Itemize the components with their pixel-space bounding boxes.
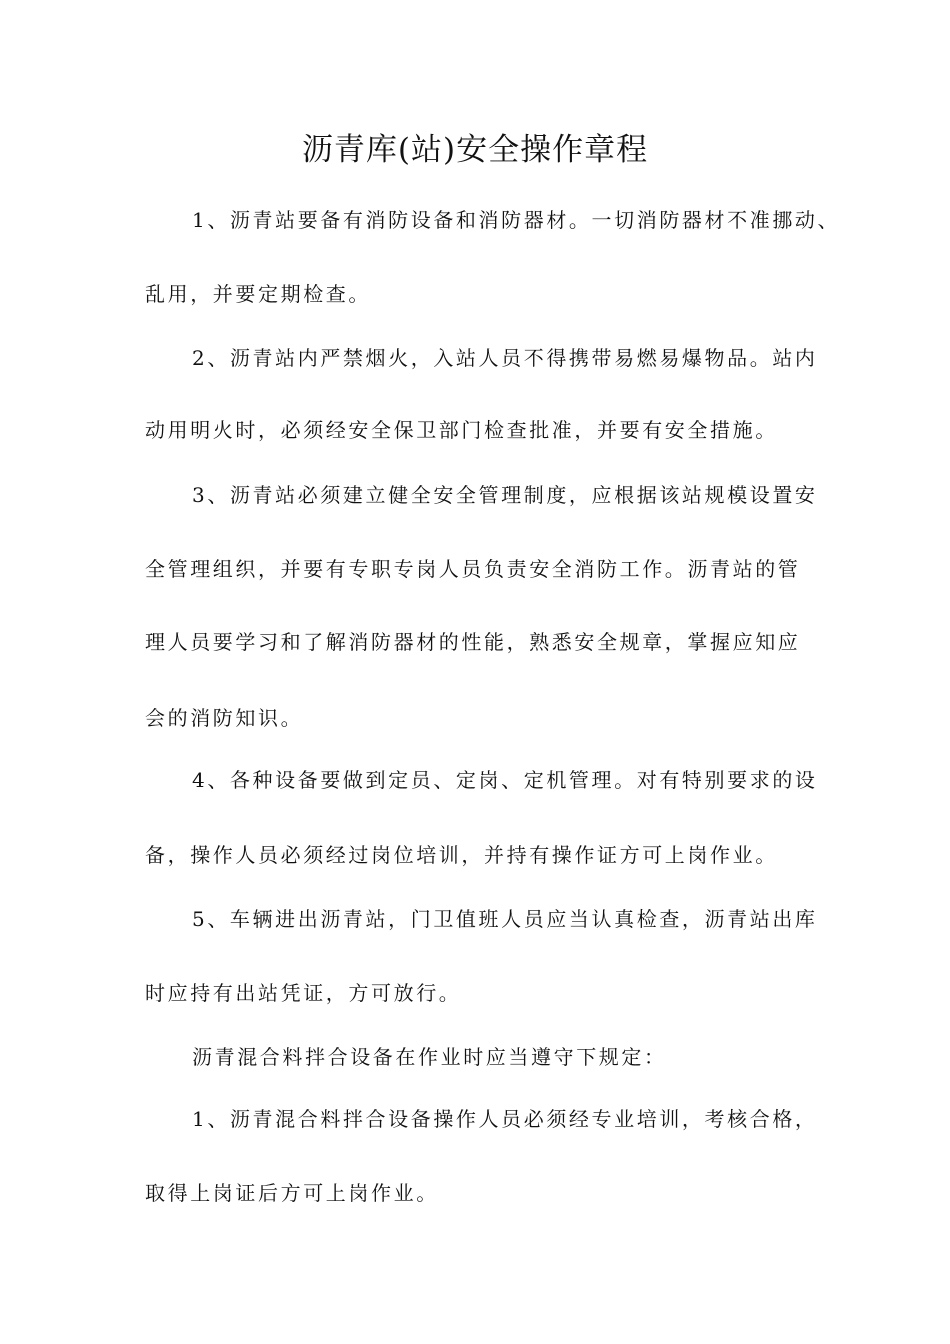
document-title: 沥青库(站)安全操作章程	[301, 132, 649, 168]
paragraph-2-line-1: 2、沥青站内严禁烟火，入站人员不得携带易燃易爆物品。站内	[192, 346, 818, 370]
paragraph-3-line-4: 会的消防知识。	[145, 706, 304, 730]
paragraph-5-line-2: 时应持有出站凭证，方可放行。	[145, 981, 462, 1005]
paragraph-2-line-2: 动用明火时，必须经安全保卫部门检查批准，并要有安全措施。	[145, 418, 778, 442]
paragraph-4-line-1: 4、各种设备要做到定员、定岗、定机管理。对有特别要求的设	[192, 768, 818, 792]
paragraph-3-line-2: 全管理组织，并要有专职专岗人员负责安全消防工作。沥青站的管	[145, 557, 801, 581]
paragraph-1-line-2: 乱用，并要定期检查。	[145, 282, 371, 306]
paragraph-6-line-1: 沥青混合料拌合设备在作业时应当遵守下规定：	[192, 1045, 667, 1069]
paragraph-7-line-2: 取得上岗证后方可上岗作业。	[145, 1181, 439, 1205]
paragraph-3-line-1: 3、沥青站必须建立健全安全管理制度，应根据该站规模设置安	[192, 483, 818, 507]
paragraph-4-line-2: 备，操作人员必须经过岗位培训，并持有操作证方可上岗作业。	[145, 843, 778, 867]
paragraph-3-line-3: 理人员要学习和了解消防器材的性能，熟悉安全规章，掌握应知应	[145, 630, 801, 654]
paragraph-1-line-1: 1、沥青站要备有消防设备和消防器材。一切消防器材不准挪动、	[192, 208, 841, 232]
paragraph-5-line-1: 5、车辆进出沥青站，门卫值班人员应当认真检查，沥青站出库	[192, 907, 818, 931]
paragraph-7-line-1: 1、沥青混合料拌合设备操作人员必须经专业培训，考核合格，	[192, 1107, 818, 1131]
